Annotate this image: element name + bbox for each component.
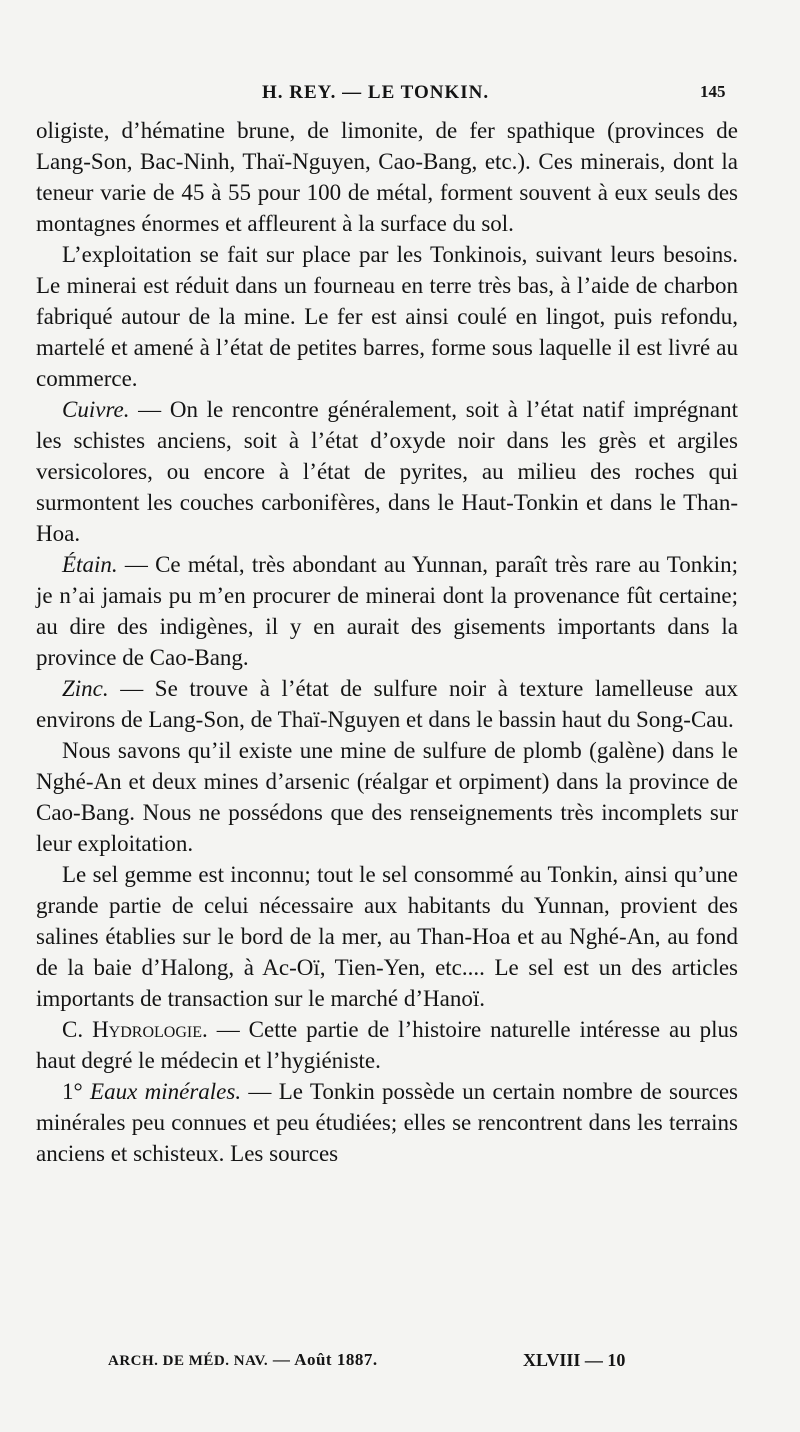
- mineral-waters-text: — Le Tonkin possède un certain nombre de sources minérales peu connues et peu étudiées; elles se rencontrent dans les terrains anciens et schisteux. Les sources: [36, 1079, 738, 1166]
- page-header: [0, 82, 800, 110]
- mineral-waters-number: 1°: [62, 1079, 91, 1104]
- paragraph-exploitation: L’exploitation se fait sur place par les Tonkinois, suivant leurs besoins. Le minerai est réduit dans un fourneau en terre très bas, à l’aide de charbon fabriqué autour de la mine. Le fer est ainsi coulé en lingot, puis refondu, martelé et amené à l’état de petites barres, forme sous laquelle il est livré au commerce.: [36, 242, 738, 391]
- footer-journal: ARCH. DE MÉD. NAV.: [108, 1353, 269, 1369]
- paragraph-tin: [36, 549, 738, 673]
- copper-text: — On le rencontre généralement, soit à l’état natif imprégnant les schistes anciens, soit à l’état d’oxyde noir dans les grès et argiles versicolores, ou encore à l’état de pyrites, au milieu des roches qui surmontent les couches carbonifères, dans le Haut-Tonkin et dans le Than-Hoa.: [36, 397, 738, 546]
- mineral-waters-heading: Eaux minérales.: [90, 1079, 242, 1104]
- footer-date: — Août 1887.: [272, 1350, 378, 1369]
- tin-text: — Ce métal, très abondant au Yunnan, paraît très rare au Tonkin; je n’ai jamais pu m’en procurer de minerai dont la provenance fût certaine; au dire des indigènes, il y en aurait des gisements importants dans la province de Cao-Bang.: [36, 552, 738, 670]
- hydrology-label: C.: [62, 1017, 93, 1042]
- zinc-heading: Zinc.: [62, 676, 109, 701]
- tin-heading: Étain.: [62, 552, 118, 577]
- zinc-text: — Se trouve à l’état de sulfure noir à texture lamelleuse aux environs de Lang-Son, de Thaï-Nguyen et dans le bassin haut du Song-Cau.: [36, 676, 738, 732]
- hydrology-heading: Hydrologie.: [92, 1017, 208, 1042]
- footer-volume: XLVIII — 10: [523, 1350, 626, 1370]
- copper-heading: Cuivre.: [62, 397, 130, 422]
- footer-citation: [108, 1350, 378, 1370]
- body-text: [36, 115, 738, 1169]
- paragraph-salt: Le sel gemme est inconnu; tout le sel consommé au Tonkin, ainsi qu’une grande partie de celui nécessaire aux habitants du Yunnan, provient des salines établies sur le bord de la mer, au Than-Hoa et au Nghé-An, au fond de la baie d’Halong, à Ac-Oï, Tien-Yen, etc.... Le sel est un des articles importants de transaction sur le marché d’Hanoï.: [36, 862, 738, 1011]
- paragraph-zinc: [36, 673, 738, 735]
- page-footer: [0, 1350, 800, 1380]
- running-title: H. REY. — LE TONKIN.: [262, 82, 490, 103]
- paragraph-hydrology: [36, 1014, 738, 1076]
- paragraph-copper: [36, 394, 738, 549]
- paragraph-mineral-waters: [36, 1076, 738, 1169]
- paragraph-lead-arsenic: Nous savons qu’il existe une mine de sulfure de plomb (galène) dans le Nghé-An et deux mines d’arsenic (réalgar et orpiment) dans la province de Cao-Bang. Nous ne possédons que des renseignements très incomplets sur leur exploitation.: [36, 738, 738, 856]
- hydrology-text: — Cette partie de l’histoire naturelle intéresse au plus haut degré le médecin et l’hygiéniste.: [36, 1017, 738, 1073]
- page-number: 145: [700, 82, 726, 101]
- paragraph-iron-continued: oligiste, d’hématine brune, de limonite, de fer spathique (provinces de Lang-Son, Bac-Ninh, Thaï-Nguyen, Cao-Bang, etc.). Ces minerais, dont la teneur varie de 45 à 55 pour 100 de métal, forment souvent à eux seuls des montagnes énormes et affleurent à la surface du sol.: [36, 118, 738, 236]
